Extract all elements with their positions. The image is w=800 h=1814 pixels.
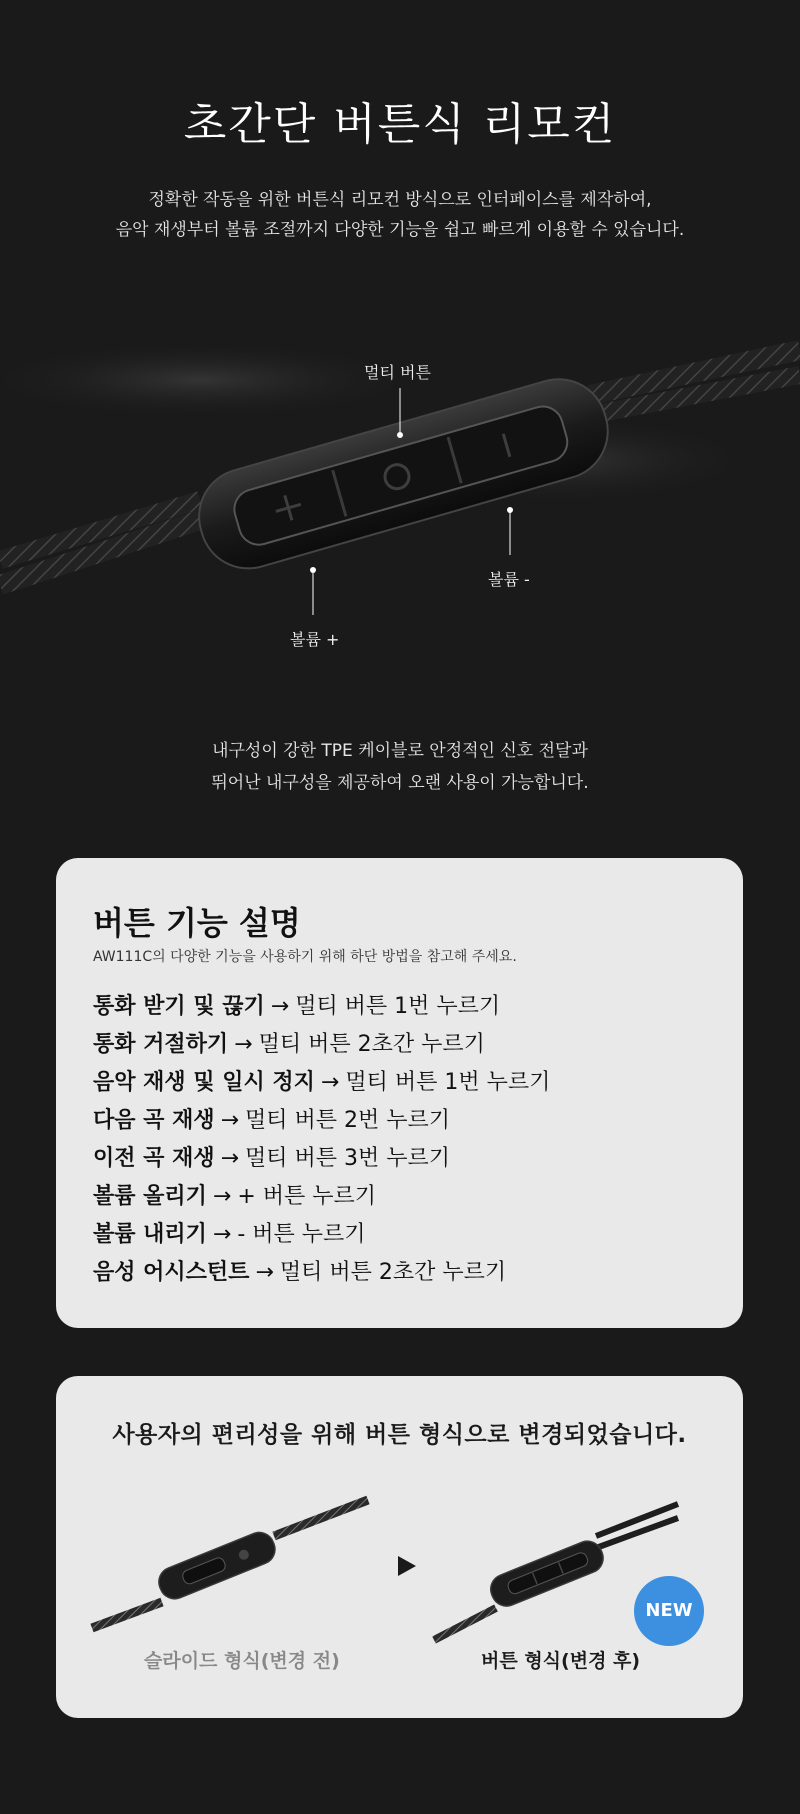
function-item: [93, 1064, 550, 1102]
change-title: 사용자의 편리성을 위해 버튼 형식으로 변경되었습니다.: [112, 1422, 687, 1448]
callout-volume-up: 볼륨 +: [290, 630, 340, 649]
functions-subtitle: AW111C의 다양한 기능을 사용하기 위해 하단 방법을 참고해 주세요.: [93, 949, 517, 965]
button-change-card: [56, 1376, 743, 1718]
tpe-desc-line-2: 뛰어난 내구성을 제공하여 오랜 사용이 가능합니다.: [211, 773, 589, 793]
function-item: [93, 1140, 550, 1178]
tpe-desc-line-1: 내구성이 강한 TPE 케이블로 안정적인 신호 전달과: [212, 741, 588, 761]
new-badge: NEW: [634, 1576, 704, 1646]
arrow-icon: →: [255, 1260, 274, 1285]
play-arrow-icon: [398, 1556, 416, 1576]
function-action: - 버튼 누르기: [237, 1222, 366, 1247]
function-action: 멀티 버튼 1번 누르기: [295, 994, 501, 1019]
arrow-icon: →: [270, 994, 290, 1019]
function-action: 멀티 버튼 2초간 누르기: [279, 1260, 507, 1285]
function-name: 음악 재생 및 일시 정지: [93, 1070, 315, 1095]
remote-illustration: [0, 320, 800, 670]
hero-description: [0, 185, 800, 245]
arrow-icon: →: [212, 1222, 232, 1247]
button-functions-card: [56, 858, 743, 1328]
function-item: [93, 988, 550, 1026]
arrow-icon: →: [320, 1070, 340, 1095]
function-item: [93, 1254, 550, 1292]
cable-left: [0, 500, 200, 585]
function-item: [93, 1216, 550, 1254]
function-item: [93, 1026, 550, 1064]
function-action: 멀티 버튼 1번 누르기: [345, 1070, 551, 1095]
slide-remote-image: [92, 1500, 368, 1628]
hero-desc-line-2: 음악 재생부터 볼륨 조절까지 다양한 기능을 쉽고 빠르게 이용할 수 있습니다.: [115, 220, 685, 240]
function-action: 멀티 버튼 2초간 누르기: [258, 1032, 485, 1057]
function-action: + 버튼 누르기: [237, 1184, 377, 1209]
hero-desc-line-1: 정확한 작동을 위한 버튼식 리모컨 방식으로 인터페이스를 제작하여,: [148, 190, 652, 210]
hero-title: 초간단 버튼식 리모컨: [183, 99, 617, 150]
function-action: 멀티 버튼 2번 누르기: [245, 1108, 451, 1133]
arrow-icon: →: [212, 1184, 232, 1209]
function-name: 다음 곡 재생: [93, 1108, 215, 1133]
function-item: [93, 1102, 550, 1140]
tpe-description: [0, 735, 800, 799]
arrow-icon: →: [234, 1032, 253, 1057]
caption-before: 슬라이드 형식(변경 전): [144, 1650, 340, 1672]
cable-right: [590, 350, 800, 415]
arrow-icon: →: [220, 1108, 240, 1133]
function-name: 통화 거절하기: [93, 1032, 229, 1057]
functions-title: 버튼 기능 설명: [93, 904, 301, 942]
callout-volume-down: 볼륨 -: [488, 570, 530, 589]
functions-list: [93, 988, 550, 1292]
function-name: 음성 어시스턴트: [93, 1260, 250, 1285]
function-item: [93, 1178, 550, 1216]
callout-multi-button: 멀티 버튼: [364, 363, 431, 382]
function-action: 멀티 버튼 3번 누르기: [245, 1146, 451, 1171]
function-name: 통화 받기 및 끊기: [93, 994, 265, 1019]
function-name: 볼륨 올리기: [93, 1184, 207, 1209]
function-name: 이전 곡 재생: [93, 1146, 215, 1171]
caption-after: 버튼 형식(변경 후): [481, 1650, 641, 1672]
function-name: 볼륨 내리기: [93, 1222, 207, 1247]
arrow-icon: →: [220, 1146, 240, 1171]
